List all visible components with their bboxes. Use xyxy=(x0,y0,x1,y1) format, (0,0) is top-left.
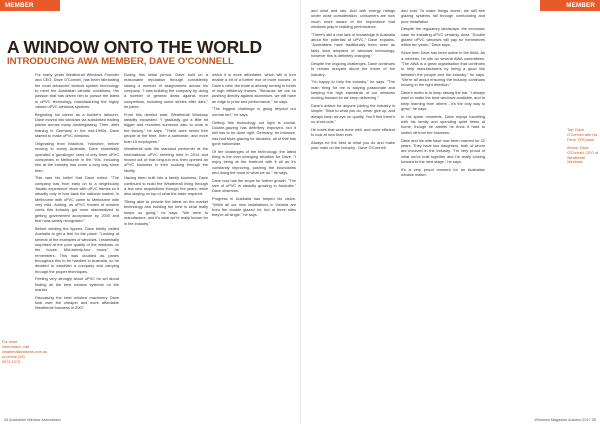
article-paragraph: Since then Dave has been active in the AWA. As a member, he sits on several AWA committees. "The AWA is a great organisation that continues to help manufacturers by being a good link between the people and the industry," he says. "We're all about ensuring the industry continues moving in the right direction." xyxy=(401,50,485,88)
article-column-3 xyxy=(212,72,296,220)
subheadline: INTRODUCING AWA MEMBER, DAVE O'CONNELL xyxy=(7,56,234,67)
article-column-1 xyxy=(35,72,119,313)
photo-caption: Above: Dave O'Connell, CEO of Weatherall Windows. xyxy=(567,145,599,165)
article-paragraph: Dave's advice for anyone joining the industry is simple: "Stick to what you do, never give up, and always keep an eye on quality. You'll find there's no short-cuts." xyxy=(311,103,395,125)
photo-caption: Top: Dave O'Connell with his Fenzi VFB pane. xyxy=(567,128,598,142)
article-paragraph: Beginning his career as a builder's labourer, Dave moved into windows via subsidised trading planks across many doubleglazing. Then, after training in Germany in the mid-1990s, Dave started to make uPVC windows. xyxy=(35,111,119,139)
article-paragraph: Of the challenges of the technology, the latest thing is the ever-changing situation for Dave. "I enjoy being at the forefront with it all as it's constantly improving, pushing the boundaries and doing the most of what we do," he says. xyxy=(212,148,296,176)
article-paragraph: It's a very proud moment for an Australian window maker. xyxy=(401,166,485,177)
article-paragraph: Originating from Bradford, Yorkshire, before moving to sunny Australia, Dave essentially operated a 'gunslinger' crew of only three uPVC companies in Melbourne in the '90s, including him at the industry has come a long way since then. xyxy=(35,140,119,173)
article-paragraph: Feeling very strongly about uPVC he set about finding all the best window systems on the market. xyxy=(35,276,119,293)
article-paragraph: Discussing the best window machinery Dave took over the cheaper and more affordable Weatherall business in 2007. xyxy=(35,294,119,311)
headline: A WINDOW ONTO THE WORLD xyxy=(7,37,262,57)
photo-captions xyxy=(567,128,599,168)
section-tag: MEMBER PROFILE xyxy=(0,0,60,11)
article-paragraph: In his spare moments, Dave enjoys travelling with his family and spending quiet times at home, though he admits he finds it hard to switch off from the business. xyxy=(401,113,485,135)
article-paragraph: For many years Weatherall Windows Founder and CEO, Dave O'Connell, has been fabricating the most advanced window system technology to meet the Australian climatic conditions. His passion that has driven him to pursue the latest in uPVC technology, manufacturing the highly valued uPVC windows systems. xyxy=(35,72,119,110)
article-paragraph: From this derelict start, Weatherall Windows steadily expanded. "I gradually got a little bit bigger and recruited someone also to work in the factory," he says. "There were seven free people at the time, then a salesman, and more than 15 employees." xyxy=(124,111,208,144)
article-paragraph: Having been built into a family business, Dave continued to build the Weatherall lining through a few new acquisitions through the years, while also staying on top of what the trade required. xyxy=(124,175,208,197)
article-paragraph: Dave now has the scope for further growth. "The size of uPVC is steadily growing in Australia," Dave observes. xyxy=(212,177,296,194)
article-paragraph: and wind and rain. And with energy ratings under close consideration, consumers are now much more aware of the importance that windows play in building performance. xyxy=(311,8,395,30)
article-paragraph: "There's still a real lack of knowledge in Australia about the potential of uPVC," Dave explains. "Australians have traditionally been seen as fairly slow adopters of windows technology, however this is definitely changing." xyxy=(311,31,395,59)
page-footer: Windows Magazine Autumn 2017 35 xyxy=(534,418,596,422)
article-paragraph: Despite the ongoing challenges, Dave continues to remain buoyant about the future of the industry. xyxy=(311,60,395,77)
article-paragraph: Dave's motto is to keep raising the bar. "I always want to make the best windows available, and to keep learning from others - it's the only way to grow," he says. xyxy=(401,89,485,112)
article-column-2 xyxy=(401,8,485,180)
article-column-1 xyxy=(311,8,395,153)
article-paragraph: "The biggest challenge is going beyond our normal turf," he says. xyxy=(212,106,296,117)
article-paragraph: He notes that work done well, and more efficient to look at now than ever. xyxy=(311,126,395,138)
article-paragraph: During this initial period, Dave built on a reasonable reputation through consistently raising a number of assignments across his company. "I was building the company by doing a number of general deals against more competitors, including some strides after dark," he jokes. xyxy=(124,72,208,110)
right-page xyxy=(300,0,600,424)
article-paragraph: Weatherall was the standout performer at the International uPVC meeting held in 2014 and moved out of that long-run era, then opened an uPVC business in their cooking through the facility. xyxy=(124,146,208,173)
article-paragraph: "I'm happy to help the industry," he says. "The main thing for me is staying passionate and keeping the high standards of our windows moving forward so we keep delivering." xyxy=(311,79,395,101)
page-footer: 34 Australian Window Association xyxy=(4,418,61,422)
article-paragraph: Dave and his wife have now been married for 32 years. They have two daughters, both of whom are involved in the industry. "I'm very proud of what we've built together and I'm really looking forward to the next stage," he says. xyxy=(401,137,485,164)
article-paragraph: which it is more affordable, which will in turn enable a bit of a further rise of more houses. In Dave's view, the trade is already turning to forms of high efficiency frames. "Because we are so pushing directly against aluminium, we will have an edge in price and performance," he says. xyxy=(212,72,296,104)
article-paragraph: "Being able to provide the latest on the market technology and building the best is what really keeps us going," he says. "We were to manufacture, and it's what we're really known for in the industry." xyxy=(124,199,208,226)
article-paragraph: This was his belief that Dave noted: "The company has from early on to a neighbourly 'fanatic experience' block with uPVC frames so it steadily only in how back the national market, in Melbourne with uPVC came to Melbourne with very mild. Adding, as uPVC frames of window cores this industry got more standardized to getting government acceptance by 2000 and then was widely recognised." xyxy=(35,175,119,224)
article-paragraph: Despite the regulatory landscape, the economic case for installing uPVC certainly clear. "Double glazed uPVC windows will pay for themselves within ten years," Dave says. xyxy=(401,26,485,48)
section-tag: MEMBER PROFILE xyxy=(540,0,600,11)
contact-caption: For more information, visit weatherallwindows.com.au or phone (03) 9574 1375. xyxy=(2,340,48,364)
article-paragraph: Getting this technology out right is crucial. Double-glazing has definitely improved, but it still has to be done right. Germany, for instance, has had triple-glazing for decades, all of that has gone nationwide. xyxy=(212,119,296,146)
article-paragraph: Progress in Australia has helped his vision. "While all our new installations in Victoria are from the double glazed lot, but at three sites they're all single," he says. xyxy=(212,196,296,218)
article-paragraph: and sold. To make things worse, we still see glazing systems fail through overloading and poor installation. xyxy=(401,8,485,24)
article-paragraph: Before winding the figures, Dave briefly visited Australia to get a feel for the place. "Looking at several of the examples of windows, I essentially surprised at the poor quality of the windows on the house. Mid-twenty-four hours," he remembers. This was doubled as panes throughout this to be handled in Australia, so he decided to establish a company and carrying through the proper techniques. xyxy=(35,225,119,274)
article-paragraph: Always be the best at what you do and make your mark on the industry - Dave O'Connell. xyxy=(311,139,395,151)
article-column-2 xyxy=(124,72,208,228)
